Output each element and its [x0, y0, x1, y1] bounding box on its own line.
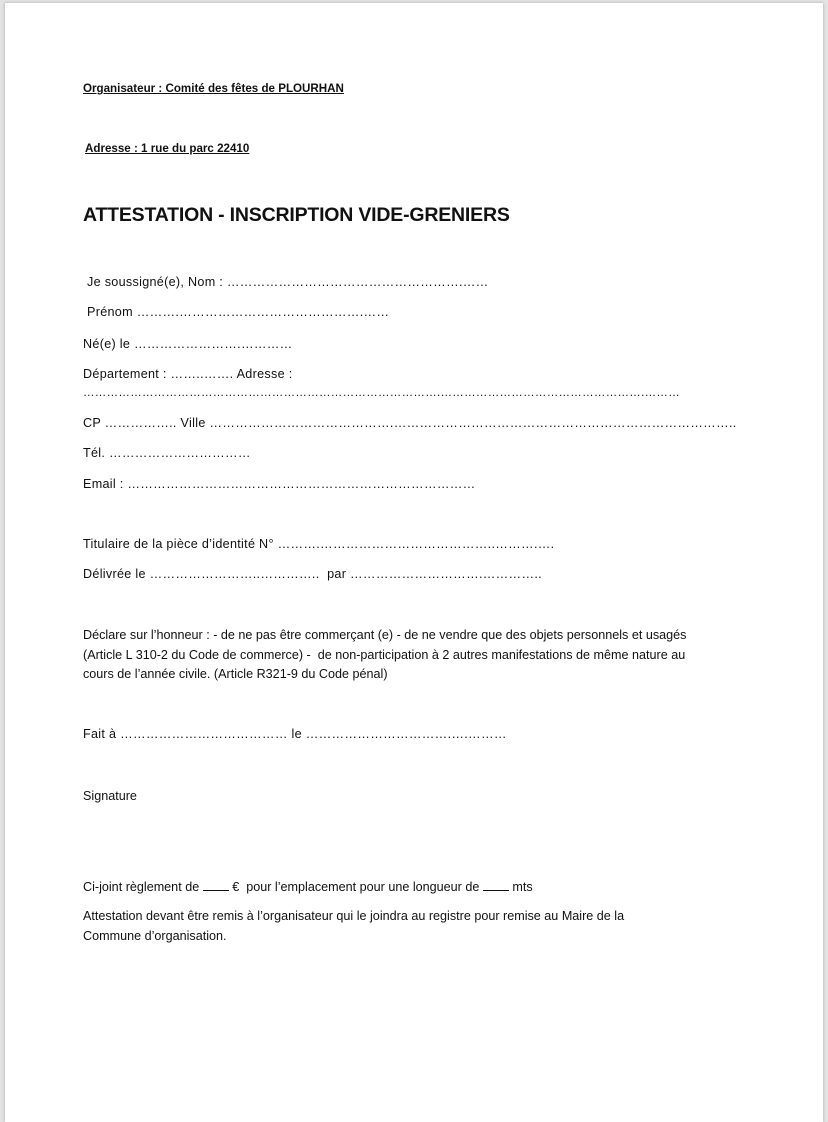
footer-line-2: Commune d’organisation.	[83, 929, 227, 943]
euro-symbol: €	[232, 880, 240, 894]
declaration-line-1: Déclare sur l’honneur : - de ne pas être commerçant (e) - de ne vendre que des objets personnels et usagés	[83, 628, 687, 642]
reglement-line	[83, 878, 533, 895]
emplacement-text: pour l’emplacement pour une longueur de	[246, 880, 480, 894]
adresse-line: ……………………………………………………………………………….…………………………………………….………	[83, 387, 680, 399]
fait-a-label: Fait à …………………………………	[83, 727, 288, 741]
unit-label: mts	[512, 880, 533, 894]
nom-field: Je soussigné(e), Nom : ……………………………………………….……	[87, 275, 489, 289]
fait-a-field	[83, 726, 507, 742]
date-label: le …………………………….….………	[291, 727, 507, 741]
piece-identite-field: Titulaire de la pièce d’identité N° ……….…………………………………..……….….	[83, 537, 555, 551]
signature-label: Signature	[83, 789, 137, 803]
email-field: Email : ………………………………………………………………………	[83, 477, 476, 491]
prenom-field: Prénom ……….…………………………………….……	[87, 305, 390, 319]
organisateur-line: Organisateur : Comité des fêtes de PLOURHAN	[83, 82, 344, 95]
montant-blank	[203, 878, 229, 891]
declaration-line-2: (Article L 310-2 du Code de commerce) - de non-participation à 2 autres manifestations de même nature au	[83, 648, 686, 662]
departement-field	[83, 366, 293, 382]
departement-label: Département : ……..…….	[83, 367, 234, 381]
telephone-field: Tél. ……………………………	[83, 446, 251, 460]
document-title: ATTESTATION - INSCRIPTION VIDE-GRENIERS	[83, 204, 510, 226]
document-page	[5, 3, 823, 1122]
longueur-blank	[483, 878, 509, 891]
footer-line-1: Attestation devant être remis à l’organisateur qui le joindra au registre pour remise au Maire de la	[83, 909, 625, 923]
date-naissance-field: Né(e) le …………………….…………	[83, 337, 293, 351]
adresse-organisateur-line: Adresse : 1 rue du parc 22410	[85, 142, 250, 155]
delivree-field	[83, 566, 542, 582]
adresse-label: Adresse :	[236, 367, 293, 381]
declaration-line-3: cours de l’année civile. (Article R321-9 du Code pénal)	[83, 667, 388, 681]
par-label: par ………………………….…………..	[327, 567, 542, 581]
delivree-label: Délivrée le ……………………..…………..	[83, 567, 320, 581]
cp-label: CP ……………..	[83, 416, 177, 430]
ville-label: Ville …………………………………….……………………………………………………………………..	[180, 416, 737, 430]
reglement-text: Ci-joint règlement de	[83, 880, 200, 894]
cp-ville-field	[83, 415, 737, 431]
